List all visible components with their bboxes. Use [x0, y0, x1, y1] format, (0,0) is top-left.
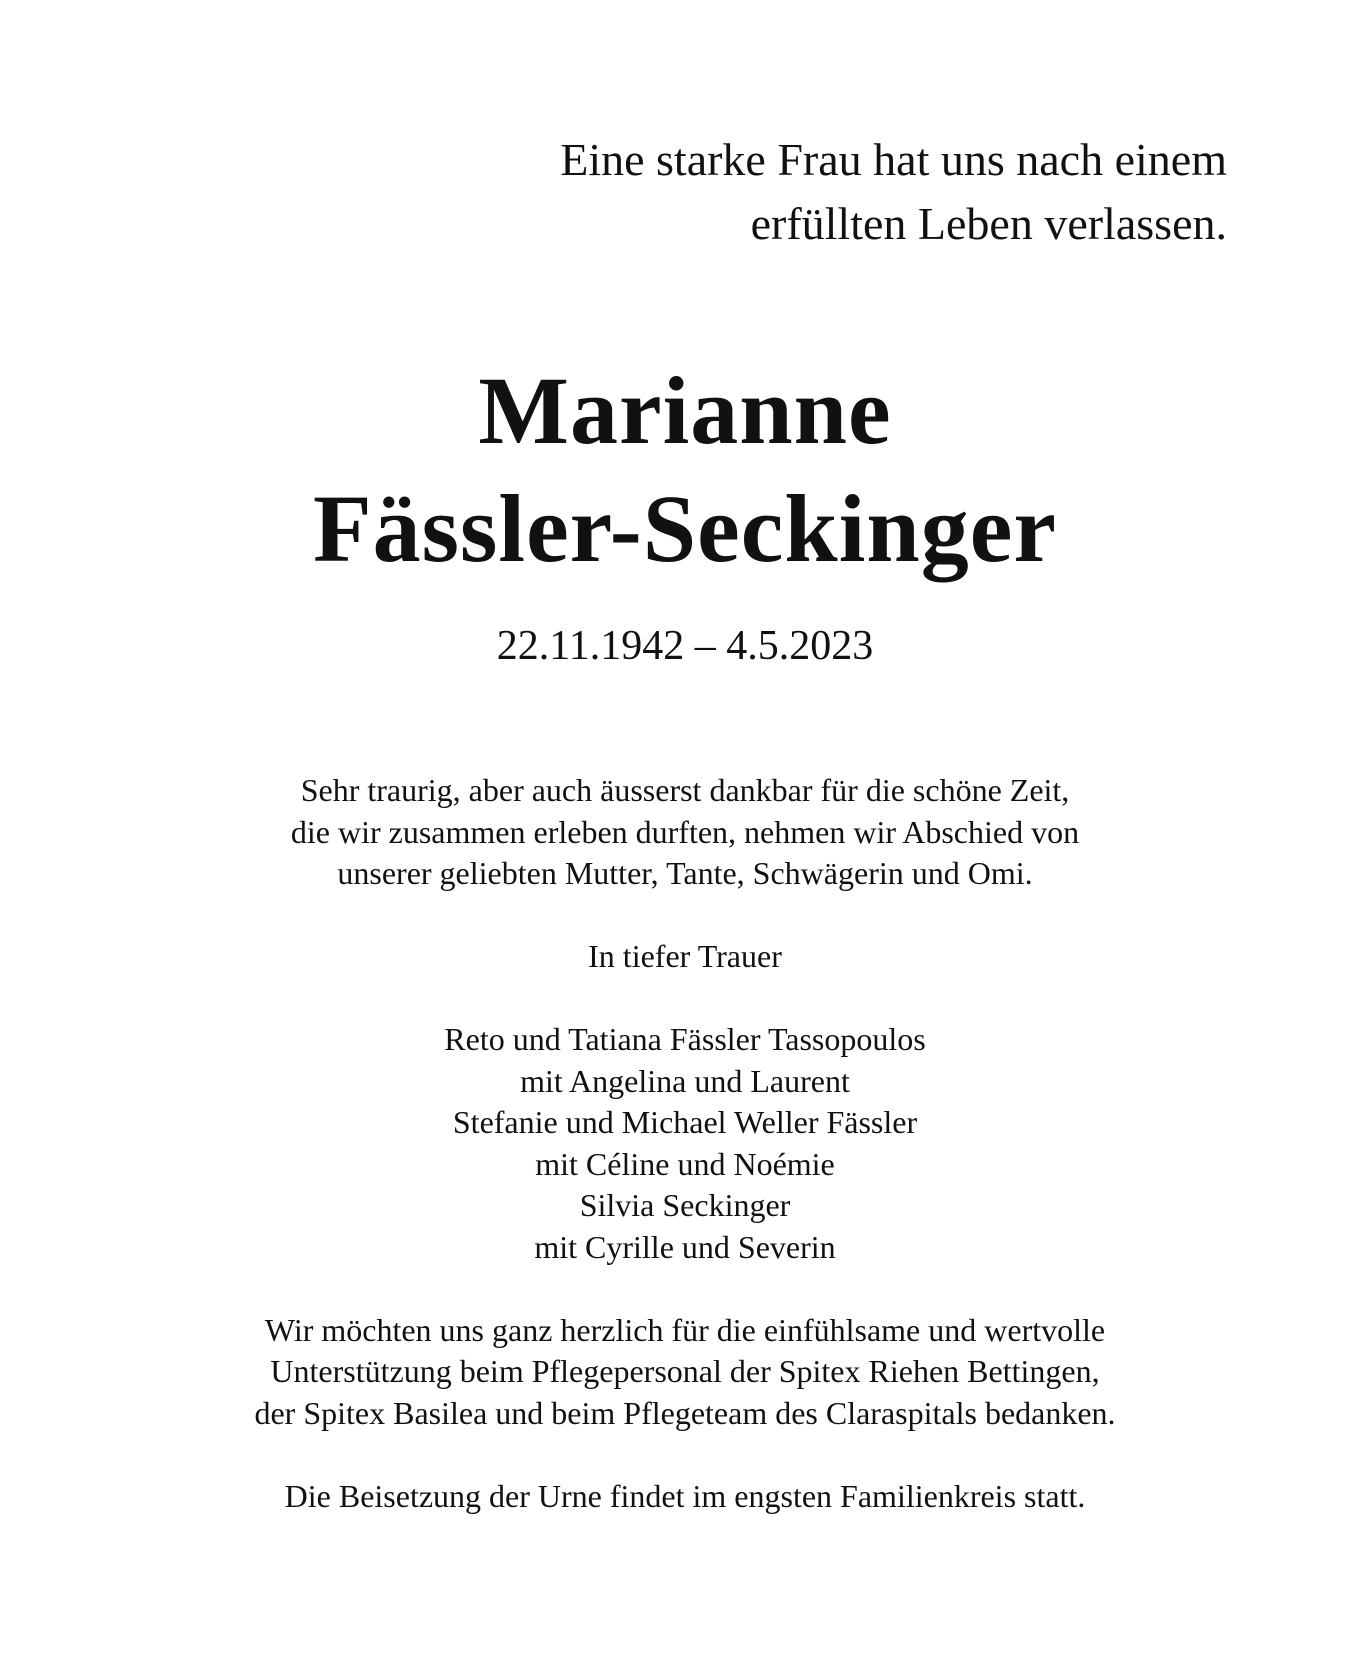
family-member: Reto und Tatiana Fässler Tassopoulos	[444, 1021, 926, 1057]
family-member: mit Cyrille und Severin	[534, 1228, 836, 1265]
family-member: mit Céline und Noémie	[535, 1145, 835, 1182]
intro-paragraph	[0, 770, 1370, 895]
text-line: der Spitex Basilea und beim Pflegeteam des Claraspitals bedanken.	[254, 1394, 1116, 1431]
obituary-body	[0, 770, 1370, 1517]
family-member: mit Angelina und Laurent	[520, 1062, 850, 1099]
first-name: Marianne	[478, 357, 892, 464]
text-line: Sehr traurig, aber auch äusserst dankbar für die schöne Zeit,	[300, 772, 1070, 808]
text-line: die wir zusammen erleben durften, nehmen wir Abschied von	[290, 813, 1080, 850]
tagline-line: erfüllten Leben verlassen.	[750, 198, 1227, 249]
life-dates: 22.11.1942 – 4.5.2023	[496, 623, 874, 669]
text-line: unserer geliebten Mutter, Tante, Schwägerin und Omi.	[337, 855, 1033, 891]
family-list	[0, 1019, 1370, 1268]
mourning-line: In tiefer Trauer	[588, 938, 782, 974]
text-line: Wir möchten uns ganz herzlich für die einfühlsame und wertvolle	[264, 1311, 1106, 1348]
thanks-paragraph	[0, 1310, 1370, 1435]
text-line: Unterstützung beim Pflegepersonal der Spitex Riehen Bettingen,	[270, 1353, 1100, 1389]
family-member: Stefanie und Michael Weller Fässler	[452, 1104, 918, 1140]
burial-note: Die Beisetzung der Urne findet im engsten Familienkreis statt.	[284, 1477, 1086, 1514]
family-member: Silvia Seckinger	[579, 1187, 791, 1223]
tagline	[560, 128, 1227, 256]
deceased-name	[0, 352, 1370, 588]
tagline-line: Eine starke Frau hat uns nach einem	[560, 134, 1227, 185]
last-name: Fässler-Seckinger	[313, 475, 1057, 582]
